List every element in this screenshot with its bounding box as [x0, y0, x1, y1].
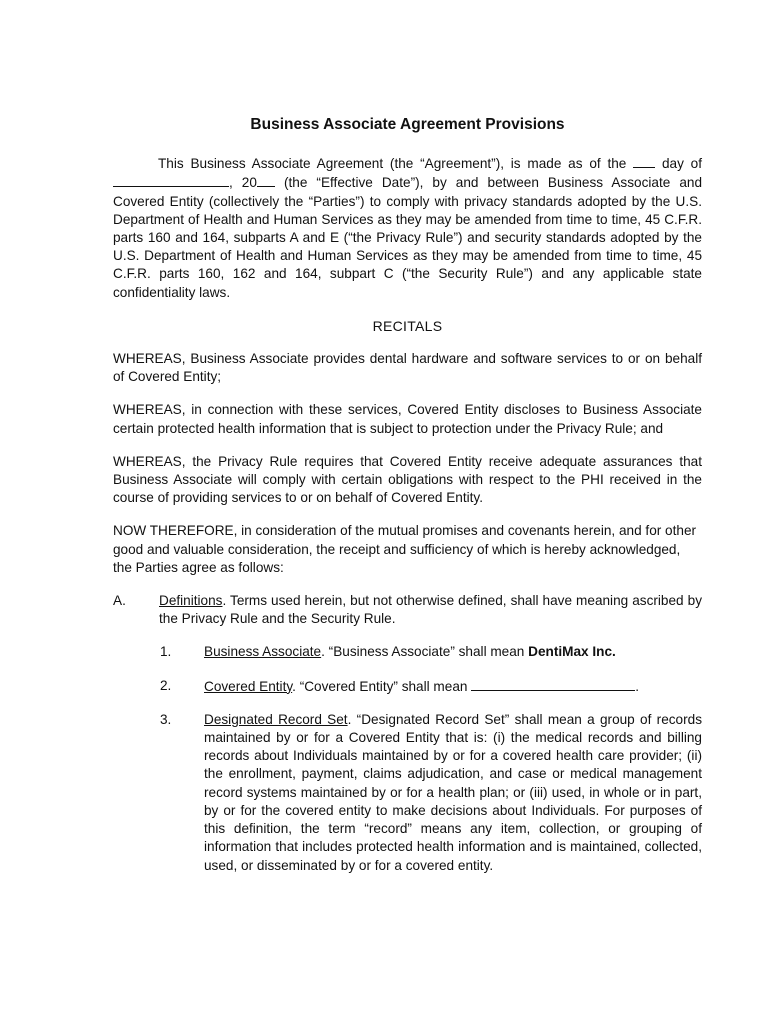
item-1-company: DentiMax Inc. [528, 644, 616, 660]
intro-paragraph [113, 154, 702, 302]
intro-text-3: , 20 [229, 175, 257, 191]
item-2-heading: Covered Entity [204, 678, 293, 694]
year-blank [257, 173, 275, 187]
whereas-paragraph-3: WHEREAS, the Privacy Rule requires that Covered Entity receive adequate assurances that Business Associate will comply with certain obligations with respect to the PHI received in the course of providing services to or on behalf of Covered Entity. [113, 453, 702, 506]
item-1-heading: Business Associate [204, 644, 322, 660]
date-blank [113, 173, 229, 187]
section-a-heading: Definitions [159, 593, 223, 609]
document-title: Business Associate Agreement Provisions [250, 116, 565, 133]
item-3-number: 3. [160, 711, 172, 727]
covered-entity-blank [471, 677, 635, 691]
item-2-suffix: . [635, 678, 639, 694]
definition-item-designated-record-set [113, 711, 702, 875]
section-a-text: . Terms used herein, but not otherwise defined, shall have meaning ascribed by the Privacy Rule and the Security Rule. [159, 593, 702, 627]
whereas-paragraph-1: WHEREAS, Business Associate provides dental hardware and software services to or on behalf of Covered Entity; [113, 351, 702, 385]
intro-text-2: day of [661, 156, 702, 172]
recitals-heading: RECITALS [372, 317, 443, 334]
item-3-text: . “Designated Record Set” shall mean a group of records maintained by or for a Covered Entity that is: (i) the medical records and billing records about Individuals maintained by or for a covered health care provider; (ii) the enrollment, payment, claims adjudication, and case or medical management record systems maintained by or for a health plan; or (iii) used, in whole or in part, by or for the covered entity to make decisions about Individuals. For purposes of this definition, the term “record” means any item, collection, or grouping of information that includes protected health information and is maintained, collected, used, or disseminated by or for a covered entity. [204, 711, 702, 873]
section-a-definitions [113, 592, 702, 628]
now-therefore-paragraph: NOW THEREFORE, in consideration of the mutual promises and covenants herein, and for other good and valuable consideration, the receipt and sufficiency of which is hereby acknowledged, the Parties agree as follows: [113, 523, 697, 575]
intro-text-1: This Business Associate Agreement (the “Agreement”), is made as of the [158, 156, 627, 172]
item-3-heading: Designated Record Set [204, 711, 348, 727]
section-a-number: A. [113, 593, 126, 609]
item-1-text: . “Business Associate” shall mean [321, 644, 529, 660]
intro-text-4: (the “Effective Date”), by and between Business Associate and Covered Entity (collectively the “Parties”) to comply with privacy standards adopted by the U.S. Department of Health and Human Services as they may be amended from time to time, 45 C.F.R. parts 160 and 164, subparts A and E (“the Privacy Rule”) and security standards adopted by the U.S. Department of Health and Human Services as they may be amended from time to time, 45 C.F.R. parts 160, 162 and 164, subpart C (“the Security Rule”) and any applicable state confidentiality laws. [113, 175, 703, 300]
whereas-paragraph-2: WHEREAS, in connection with these services, Covered Entity discloses to Business Associate certain protected health information that is subject to protection under the Privacy Rule; and [113, 402, 702, 436]
day-blank [633, 154, 655, 168]
definition-item-covered-entity [113, 677, 702, 696]
document-body [113, 116, 702, 890]
item-2-text: . “Covered Entity” shall mean [292, 678, 472, 694]
item-1-number: 1. [160, 644, 172, 660]
item-2-number: 2. [160, 677, 172, 693]
definition-item-business-associate [113, 643, 702, 661]
